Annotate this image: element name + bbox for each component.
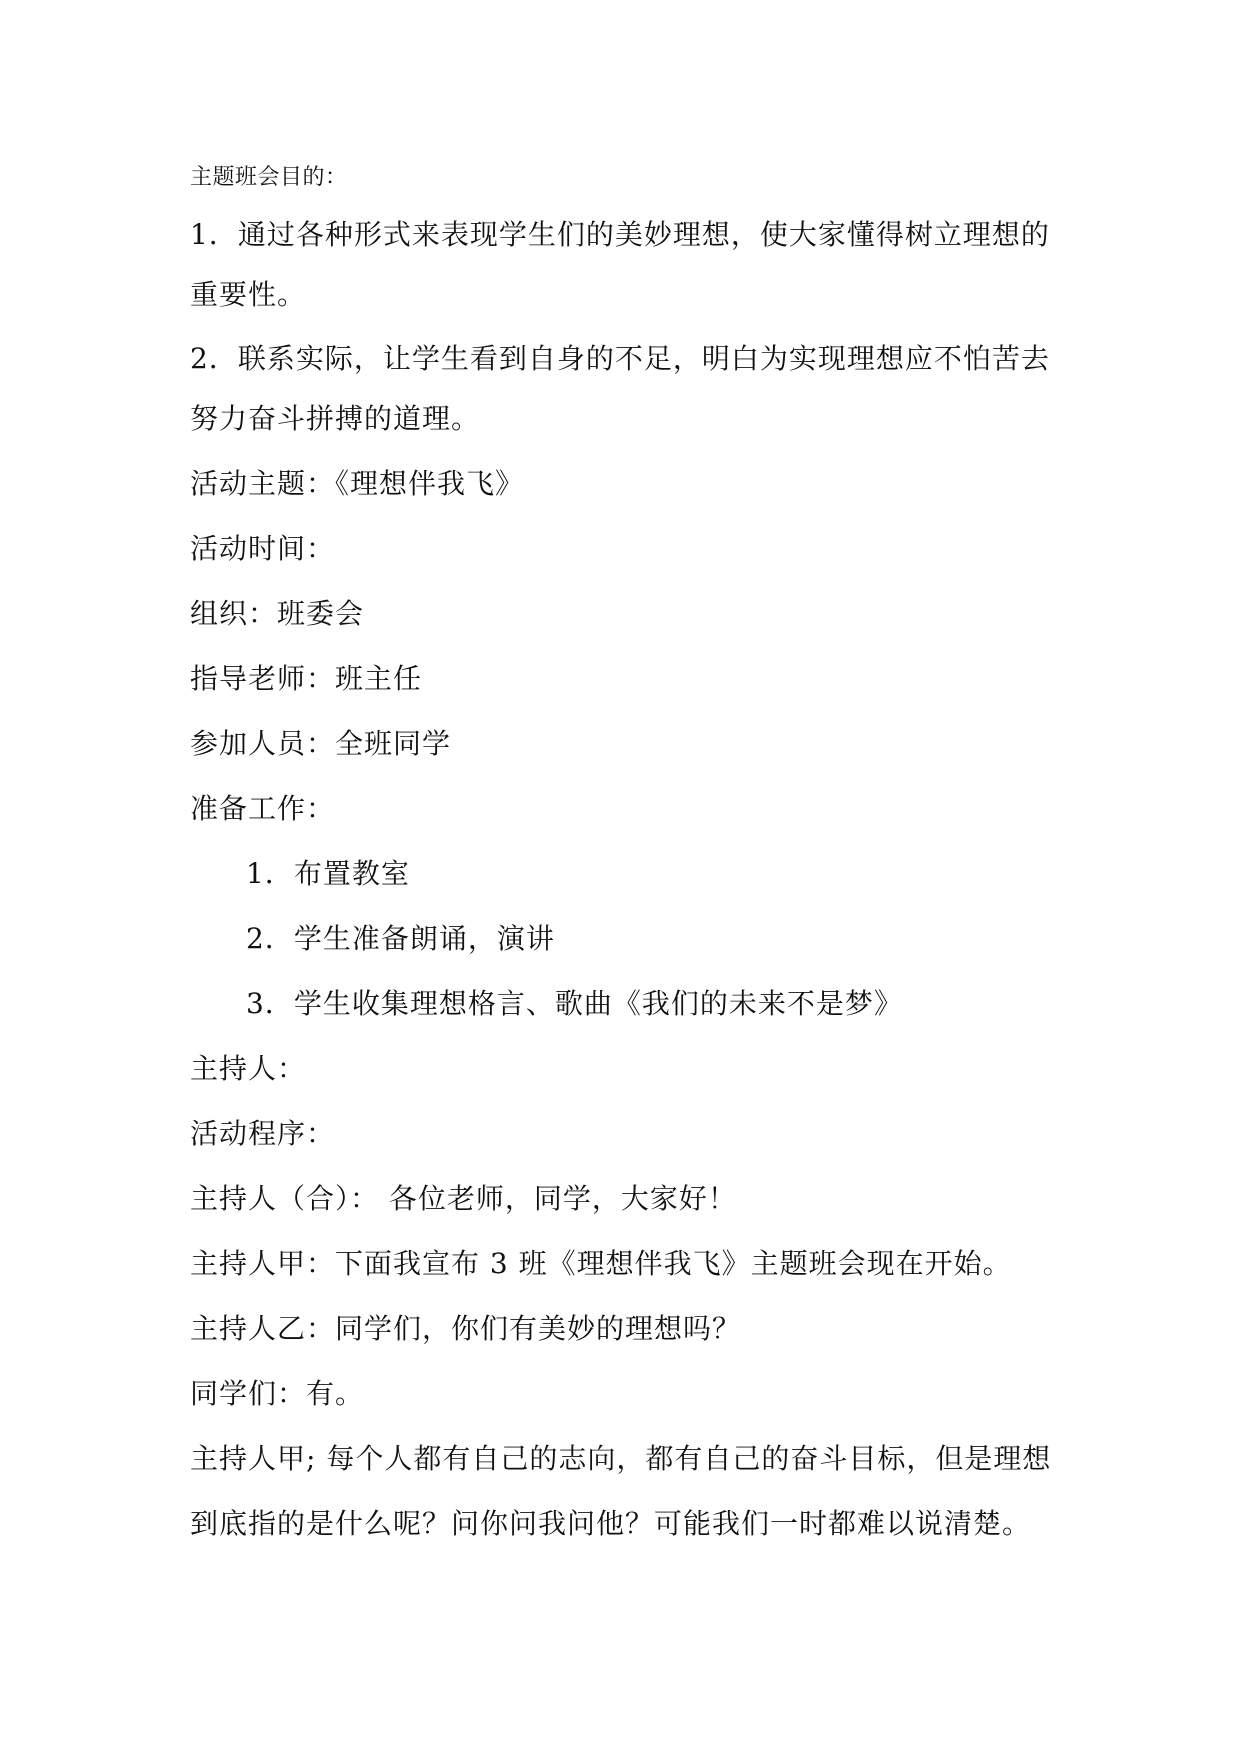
document-heading: 主题班会目的： bbox=[190, 165, 348, 190]
host-line: 主持人： bbox=[190, 1052, 307, 1085]
purpose-line: 2．联系实际，让学生看到自身的不足，明白为实现理想应不怕苦去 bbox=[190, 342, 1050, 375]
dialogue-line: 到底指的是什么呢？问你问我问他？可能我们一时都难以说清楚。 bbox=[190, 1507, 1032, 1540]
preparation-item: 3．学生收集理想格言、歌曲《我们的未来不是梦》 bbox=[246, 987, 903, 1020]
dialogue-line: 主持人乙：同学们，你们有美妙的理想吗？ bbox=[190, 1312, 742, 1345]
dialogue-line: 主持人（合）： 各位老师，同学，大家好！ bbox=[190, 1182, 737, 1215]
dialogue-line: 同学们：有。 bbox=[190, 1377, 365, 1410]
purpose-line: 重要性。 bbox=[190, 278, 307, 311]
purpose-line: 1．通过各种形式来表现学生们的美妙理想，使大家懂得树立理想的 bbox=[190, 218, 1050, 251]
organizer: 组织：班委会 bbox=[190, 597, 365, 630]
dialogue-line: 主持人甲; 每个人都有自己的志向，都有自己的奋斗目标，但是理想 bbox=[190, 1442, 1052, 1475]
dialogue-line: 主持人甲：下面我宣布 3 班《理想伴我飞》主题班会现在开始。 bbox=[190, 1247, 1012, 1280]
participants: 参加人员：全班同学 bbox=[190, 727, 452, 760]
preparation-item: 1．布置教室 bbox=[246, 857, 410, 890]
preparation-item: 2．学生准备朗诵，演讲 bbox=[246, 922, 555, 955]
purpose-line: 努力奋斗拼搏的道理。 bbox=[190, 402, 481, 435]
activity-theme: 活动主题：《理想伴我飞》 bbox=[190, 467, 525, 500]
advisor: 指导老师：班主任 bbox=[190, 662, 423, 695]
procedure-title: 活动程序： bbox=[190, 1117, 336, 1150]
activity-time: 活动时间： bbox=[190, 532, 336, 565]
preparation-title: 准备工作： bbox=[190, 792, 336, 825]
